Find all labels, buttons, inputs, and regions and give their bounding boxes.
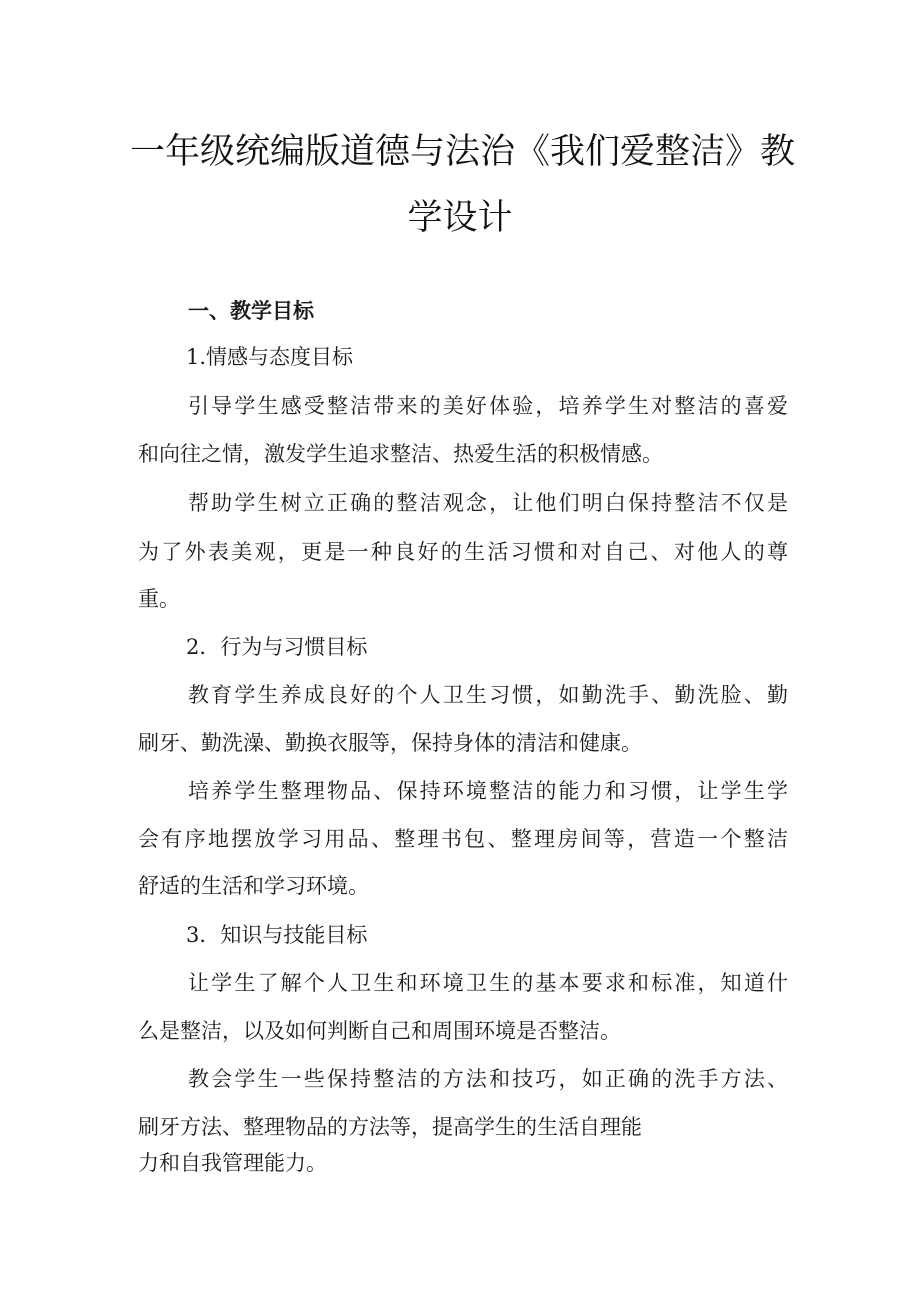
subheading-knowledge-skills: 3．知识与技能目标 [186,923,368,947]
paragraph-3-line-2: 刷牙、勤洗澡、勤换衣服等，保持身体的清洁和健康。 [138,731,642,755]
subheading-behavior-habits: 2．行为与习惯目标 [186,635,368,659]
paragraph-1-line-1-text: 引导学生感受整洁带来的美好体验，培养学生对整洁的喜爱 [188,394,788,418]
paragraph-6-line-1-text: 教会学生一些保持整洁的方法和技巧，如正确的洗手方法、 [188,1067,788,1091]
paragraph-2-line-3: 重。 [138,587,180,611]
paragraph-5-line-1-text: 让学生了解个人卫生和环境卫生的基本要求和标准，知道什 [188,971,788,995]
paragraph-5-line-1 [188,968,788,998]
paragraph-4-line-1 [188,776,788,806]
paragraph-1-line-2: 和向往之情，激发学生追求整洁、热爱生活的积极情感。 [138,442,663,466]
paragraph-3-line-1 [188,680,788,710]
paragraph-1-line-1 [188,391,788,421]
section-heading-teaching-goals: 一、教学目标 [188,299,314,323]
paragraph-4-line-2 [138,824,788,854]
document-title-line-1: 一年级统编版道德与法治《我们爱整洁》教 [130,132,796,172]
paragraph-4-line-1-text: 培养学生整理物品、保持环境整洁的能力和习惯，让学生学 [188,779,788,803]
paragraph-2-line-2-text: 为了外表美观，更是一种良好的生活习惯和对自己、对他人的尊 [138,540,788,564]
paragraph-6-line-3: 力和自我管理能力。 [138,1151,327,1175]
paragraph-2-line-1-text: 帮助学生树立正确的整洁观念，让他们明白保持整洁不仅是 [188,491,788,515]
paragraph-4-line-2-text: 会有序地摆放学习用品、整理书包、整理房间等，营造一个整洁 [138,827,788,851]
paragraph-2-line-1 [188,488,788,518]
paragraph-3-line-1-text: 教育学生养成良好的个人卫生习惯，如勤洗手、勤洗脸、勤 [188,683,788,707]
paragraph-6-line-1 [188,1064,788,1094]
paragraph-5-line-2: 么是整洁，以及如何判断自己和周围环境是否整洁。 [138,1019,621,1043]
paragraph-4-line-3: 舒适的生活和学习环境。 [138,874,369,898]
document-title-line-2: 学设计 [407,198,513,238]
paragraph-6-line-2: 刷牙方法、整理物品的方法等，提高学生的生活自理能 [138,1115,642,1139]
paragraph-2-line-2 [138,537,788,567]
subheading-emotion-attitude: 1.情感与态度目标 [186,345,354,369]
